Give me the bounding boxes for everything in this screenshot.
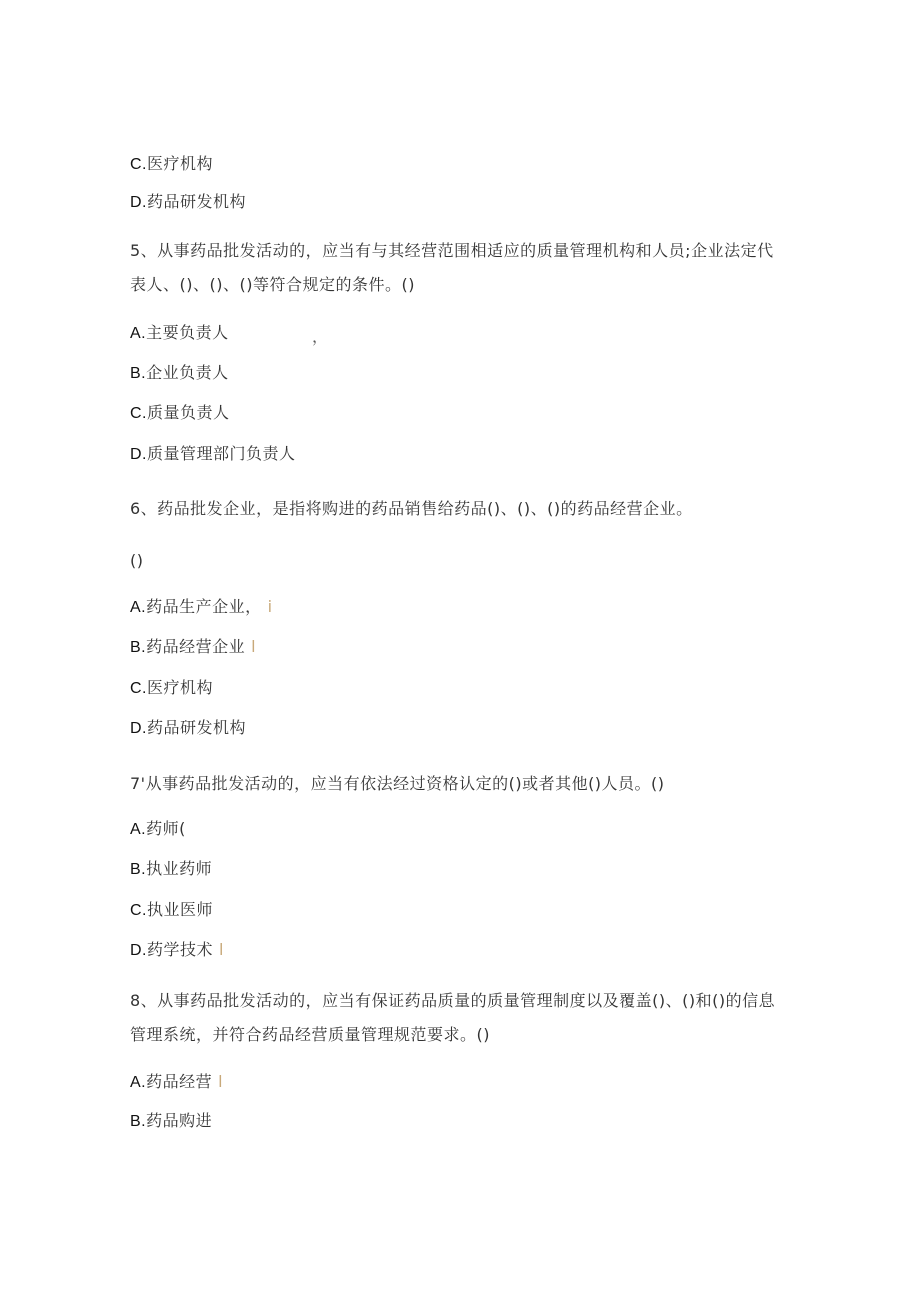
option-text: 主要负责人 [146, 323, 229, 342]
option-letter: C. [130, 902, 147, 919]
option-b-line [130, 637, 256, 658]
option-b-line [130, 1111, 212, 1132]
option-text: 医疗机构 [147, 678, 214, 697]
option-letter: D. [130, 194, 147, 211]
option-text: 药品生产企业， [146, 597, 262, 616]
option-letter: D. [130, 446, 147, 463]
option-text: 质量管理部门负责人 [147, 444, 296, 463]
option-text: 药品研发机构 [147, 718, 247, 737]
option-c-line [130, 900, 213, 921]
option-c-line [130, 678, 213, 699]
question-text: 8、从事药品批发活动的，应当有保证药品质量的质量管理制度以及覆盖()、()和()的信息管理系统，并符合药品经营质量管理规范要求。() [130, 991, 776, 1044]
answer-blank [130, 551, 143, 571]
option-d-line [130, 718, 246, 739]
option-a-line [130, 1072, 223, 1093]
option-d-line [130, 192, 246, 213]
option-letter: C. [130, 405, 147, 422]
option-letter: D. [130, 720, 147, 737]
question-text: 5、从事药品批发活动的，应当有与其经营范围相适应的质量管理机构和人员;企业法定代表人、()、()、()等符合规定的条件。() [130, 241, 774, 294]
question-6 [130, 499, 693, 519]
option-text: 医疗机构 [147, 154, 214, 173]
option-text: 药品经营企业 [146, 637, 246, 656]
option-text: 执业医师 [147, 900, 214, 919]
option-letter: A. [130, 821, 147, 838]
question-7 [130, 774, 665, 794]
option-letter: A. [130, 325, 147, 342]
stray-mark: l [219, 940, 224, 959]
question-5 [130, 234, 790, 302]
option-letter: B. [130, 1113, 147, 1130]
question-8 [130, 984, 790, 1052]
option-a-line [130, 819, 186, 840]
answer-parentheses: () [130, 551, 144, 570]
option-text: 药品经营 [146, 1072, 213, 1091]
option-text: 药品研发机构 [147, 192, 247, 211]
option-text: 药学技术 [147, 940, 214, 959]
option-letter: B. [130, 639, 147, 656]
option-c-line [130, 154, 213, 175]
stray-comma: ， [312, 327, 329, 346]
option-text: 药品购进 [146, 1111, 213, 1130]
option-b-line [130, 859, 212, 880]
option-letter: A. [130, 1074, 147, 1091]
option-a-line [130, 597, 273, 618]
option-text: 质量负责人 [147, 403, 230, 422]
stray-mark: l [251, 637, 257, 656]
option-letter: B. [130, 861, 147, 878]
option-d-line [130, 444, 296, 465]
question-text: 7'从事药品批发活动的，应当有依法经过资格认定的()或者其他()人员。() [130, 774, 665, 793]
option-text: 企业负责人 [146, 363, 229, 382]
option-c-line [130, 403, 230, 424]
stray-mark: i [267, 597, 273, 616]
option-letter: A. [130, 599, 147, 616]
option-b-line [130, 363, 229, 384]
stray-mark: l [218, 1072, 224, 1091]
option-letter: B. [130, 365, 147, 382]
option-letter: C. [130, 680, 147, 697]
option-letter: C. [130, 156, 147, 173]
option-d-line [130, 940, 224, 961]
option-letter: D. [130, 942, 147, 959]
option-text: 执业药师 [146, 859, 213, 878]
option-a-line [130, 323, 229, 344]
option-text: 药师( [146, 819, 186, 838]
question-text: 6、药品批发企业，是指将购进的药品销售给药品()、()、()的药品经营企业。 [130, 499, 693, 518]
